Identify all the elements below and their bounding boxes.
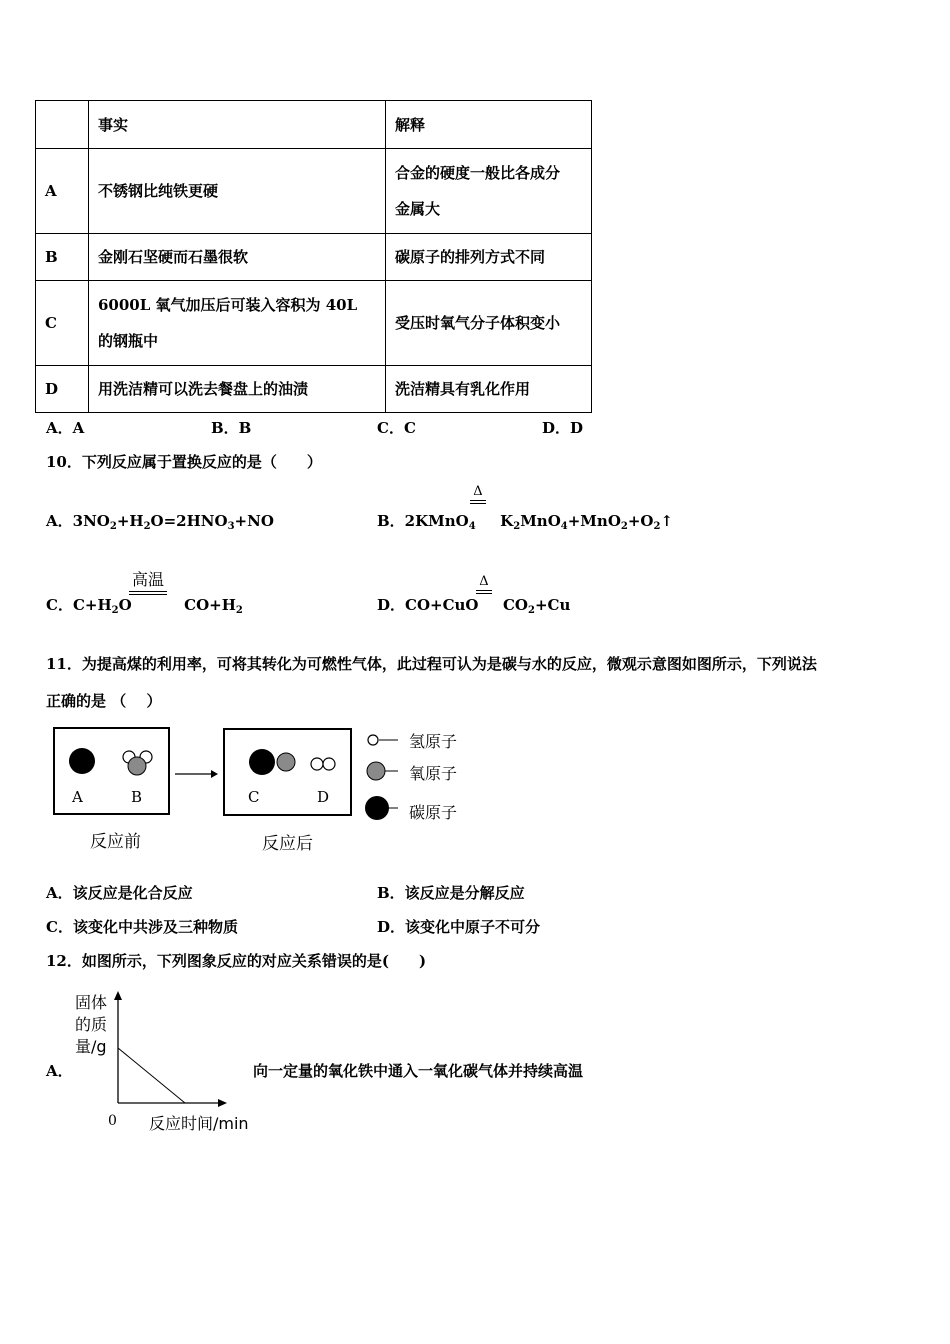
row-explain: 洗洁精具有乳化作用 [386, 366, 592, 413]
q10-b-heat-condition: Δ [470, 484, 486, 504]
q10-option-d: D．CO+CuO $CO_2+Cu$ [377, 596, 571, 616]
q11-option-b: B．该反应是分解反应 [377, 884, 525, 902]
q9-option-b: B．B [211, 419, 252, 437]
table-row [36, 281, 592, 366]
molecule-diagram [0, 720, 480, 830]
molecule-d-hydrogen [311, 758, 335, 770]
legend-oxygen-icon [367, 762, 398, 780]
q11-option-c: C．该变化中共涉及三种物质 [46, 918, 238, 936]
chart-ylabel: 固体 的质 量/g [75, 993, 108, 1056]
q10-option-a: A．$3NO_2+H_2O=2HNO_3+NO$ [46, 512, 274, 532]
row-fact: 金刚石坚硬而石墨很软 [89, 234, 386, 281]
chart-origin: 0 [108, 1113, 117, 1129]
q9-option-a: A．A [46, 419, 85, 437]
after-caption: 反应后 [262, 834, 313, 854]
q10-option-c: C．$C+H_2O$ $CO+H_2$ [46, 596, 243, 616]
row-fact: 6000L 氧气加压后可装入容积为 40L 的钢瓶中 [89, 281, 386, 366]
q11-option-d: D．该变化中原子不可分 [377, 918, 541, 936]
q11-stem-line2: 正确的是 （ ） [46, 692, 162, 710]
row-explain: 碳原子的排列方式不同 [386, 234, 592, 281]
x-axis [118, 1099, 227, 1107]
legend-hydrogen-icon [368, 735, 398, 745]
table-header-row [36, 101, 592, 149]
label-c: C [248, 788, 260, 806]
label-b: B [131, 788, 143, 806]
q10-d-heat-condition: Δ [476, 574, 492, 594]
q11-stem-line1: 11．为提高煤的利用率，可将其转化为可燃性气体，此过程可认为是碳与水的反应，微观示意图如图所示，下列说法 [46, 655, 817, 673]
mass-time-chart [100, 988, 240, 1113]
table-row [36, 234, 592, 281]
row-key: D [36, 366, 89, 413]
row-key: C [36, 281, 89, 366]
row-key: A [36, 149, 89, 234]
before-caption: 反应前 [90, 832, 141, 852]
legend-carbon-label: 碳原子 [409, 803, 458, 822]
molecule-a-carbon [69, 748, 95, 774]
table-row [36, 366, 592, 413]
q12-option-a-label: A． [46, 1062, 73, 1080]
row-explain: 合金的硬度一般比各成分 金属大 [386, 149, 592, 234]
header-key [36, 101, 89, 149]
q10-c-high-temp-condition: 高温 [129, 567, 167, 595]
q9-option-c: C．C [377, 419, 416, 437]
q11-option-a: A．该反应是化合反应 [46, 884, 193, 902]
q10-stem: 10．下列反应属于置换反应的是（ ） [46, 453, 322, 471]
legend-hydrogen-label: 氢原子 [409, 732, 458, 751]
table-row [36, 149, 592, 234]
row-fact: 不锈钢比纯铁更硬 [89, 149, 386, 234]
q12-option-a-text: 向一定量的氧化铁中通入一氧化碳气体并持续高温 [253, 1062, 584, 1080]
row-fact: 用洗洁精可以洗去餐盘上的油渍 [89, 366, 386, 413]
facts-table [35, 100, 592, 413]
q12-stem: 12．如图所示，下列图象反应的对应关系错误的是( ) [46, 952, 427, 970]
label-d: D [317, 788, 330, 806]
series-line [118, 1048, 185, 1103]
label-a: A [72, 788, 83, 806]
chart-xlabel: 反应时间/min [149, 1114, 249, 1133]
q9-option-d: D．D [542, 419, 584, 437]
legend-carbon-icon [365, 796, 398, 820]
reaction-arrow [175, 770, 218, 778]
legend-oxygen-label: 氧原子 [409, 764, 458, 783]
molecule-c-carbon-monoxide [249, 749, 295, 775]
q10-option-b: B．2KMnO$_4$ $K_2MnO_4+MnO_2+O_2↑$ [377, 512, 674, 532]
molecule-b-water [123, 751, 152, 775]
row-key: B [36, 234, 89, 281]
y-axis [114, 991, 122, 1103]
header-fact: 事实 [89, 101, 386, 149]
header-explain: 解释 [386, 101, 592, 149]
row-explain: 受压时氧气分子体积变小 [386, 281, 592, 366]
